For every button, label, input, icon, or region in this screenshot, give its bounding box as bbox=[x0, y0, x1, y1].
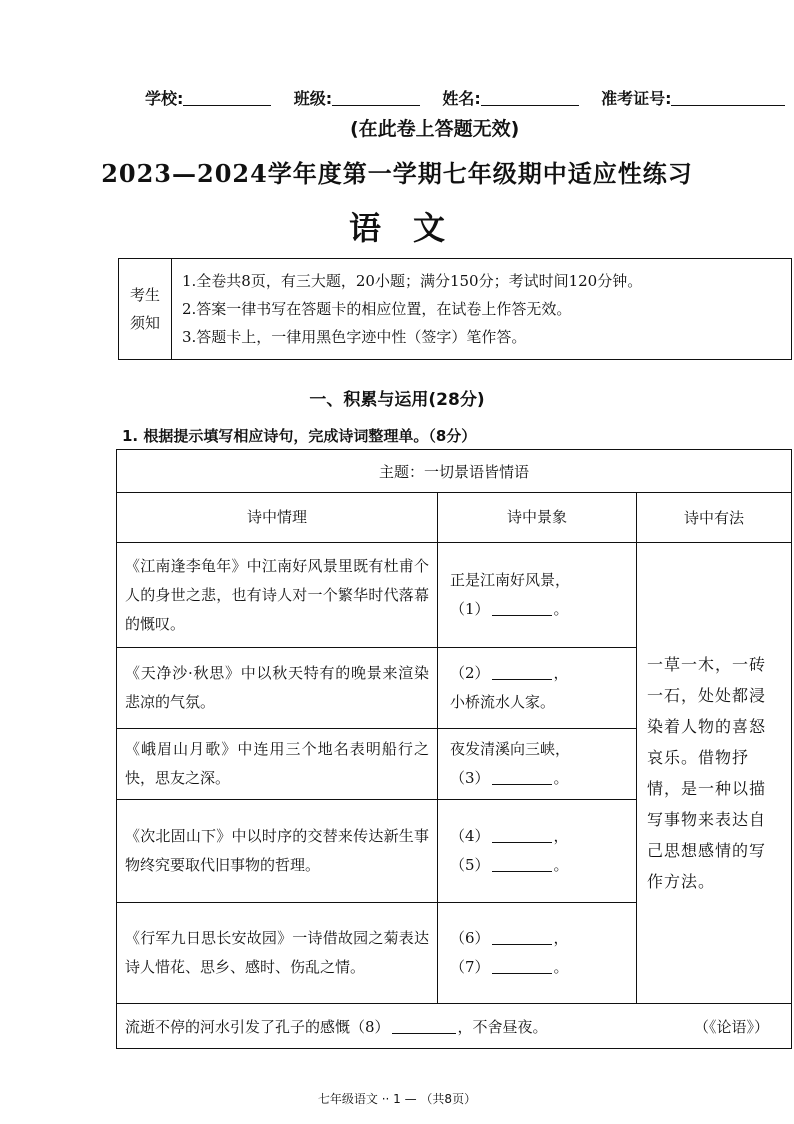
answer-blank-8[interactable] bbox=[392, 1019, 456, 1034]
name-label: 姓名: bbox=[442, 89, 481, 108]
name-field[interactable] bbox=[481, 91, 579, 106]
theme-cell: 主题：一切景语皆情语 bbox=[117, 450, 792, 493]
subject-title: 语 文 bbox=[348, 209, 445, 247]
section-title: 一、积累与运用(28分) bbox=[309, 390, 485, 410]
reason-cell: 《江南逢李龟年》中江南好风景里既有杜甫个人的身世之悲，也有诗人对一个繁华时代落幕的慨叹。 bbox=[117, 543, 438, 648]
exam-title: 2023—2024学年度第一学期七年级期中适应性练习 bbox=[101, 159, 693, 188]
exam-notes-box bbox=[118, 258, 792, 360]
answer-blank-3[interactable] bbox=[492, 770, 552, 785]
reason-cell: 《行军九日思长安故园》一诗借故园之菊表达诗人惜花、思乡、感时、伤乱之情。 bbox=[117, 903, 438, 1004]
poem-worksheet-table bbox=[116, 449, 792, 1049]
invalid-answer-notice: (在此卷上答题无效) bbox=[350, 118, 520, 140]
exam-note-item: 1.全卷共8页，有三大题，20小题；满分150分；考试时间120分钟。 bbox=[182, 272, 643, 290]
scene-cell: 正是江南好风景， （1） 。 bbox=[438, 543, 637, 648]
class-label: 班级: bbox=[293, 89, 333, 108]
method-cell: 一草一木，一砖一石，处处都浸染着人物的喜怒哀乐。借物抒情，是一种以描写事物来表达自己思想感情的写作方法。 bbox=[637, 543, 792, 1004]
question-1-prompt: 1. 根据提示填写相应诗句，完成诗词整理单。（8分） bbox=[122, 427, 477, 445]
exam-id-label: 准考证号: bbox=[601, 89, 672, 108]
header-method: 诗中有法 bbox=[637, 493, 792, 543]
school-field[interactable] bbox=[183, 91, 271, 106]
scene-cell: 夜发清溪向三峡， （3） 。 bbox=[438, 729, 637, 800]
scene-cell: （2） ， 小桥流水人家。 bbox=[438, 648, 637, 729]
header-reason: 诗中情理 bbox=[117, 493, 438, 543]
school-label: 学校: bbox=[145, 89, 184, 108]
answer-blank-6[interactable] bbox=[492, 930, 552, 945]
answer-blank-1[interactable] bbox=[492, 601, 552, 616]
scene-cell: （4） ， （5） 。 bbox=[438, 800, 637, 903]
class-field[interactable] bbox=[332, 91, 420, 106]
exam-note-item: 3.答题卡上，一律用黑色字迹中性（签字）笔作答。 bbox=[182, 328, 527, 346]
answer-blank-2[interactable] bbox=[492, 665, 552, 680]
reason-cell: 《峨眉山月歌》中连用三个地名表明船行之快，思友之深。 bbox=[117, 729, 438, 800]
scene-cell: （6） ， （7） 。 bbox=[438, 903, 637, 1004]
answer-blank-7[interactable] bbox=[492, 959, 552, 974]
exam-notes-label: 考生 须知 bbox=[119, 259, 172, 360]
source-citation: （《论语》） bbox=[693, 1017, 769, 1036]
exam-id-field[interactable] bbox=[671, 91, 785, 106]
exam-notes-list bbox=[172, 259, 792, 360]
reason-cell: 《次北固山下》中以时序的交替来传达新生事物终究要取代旧事物的哲理。 bbox=[117, 800, 438, 903]
reason-cell: 《天净沙·秋思》中以秋天特有的晚景来渲染悲凉的气氛。 bbox=[117, 648, 438, 729]
exam-note-item: 2.答案一律书写在答题卡的相应位置，在试卷上作答无效。 bbox=[182, 300, 572, 318]
answer-blank-4[interactable] bbox=[492, 828, 552, 843]
confucius-row: 流逝不停的河水引发了孔子的感慨（8） ，不舍昼夜。 （《论语》） bbox=[117, 1004, 792, 1049]
answer-blank-5[interactable] bbox=[492, 857, 552, 872]
student-info-line bbox=[145, 86, 794, 109]
header-scene: 诗中景象 bbox=[438, 493, 637, 543]
page-footer: 七年级语文 ·· 1 — （共8页） bbox=[317, 1092, 477, 1106]
